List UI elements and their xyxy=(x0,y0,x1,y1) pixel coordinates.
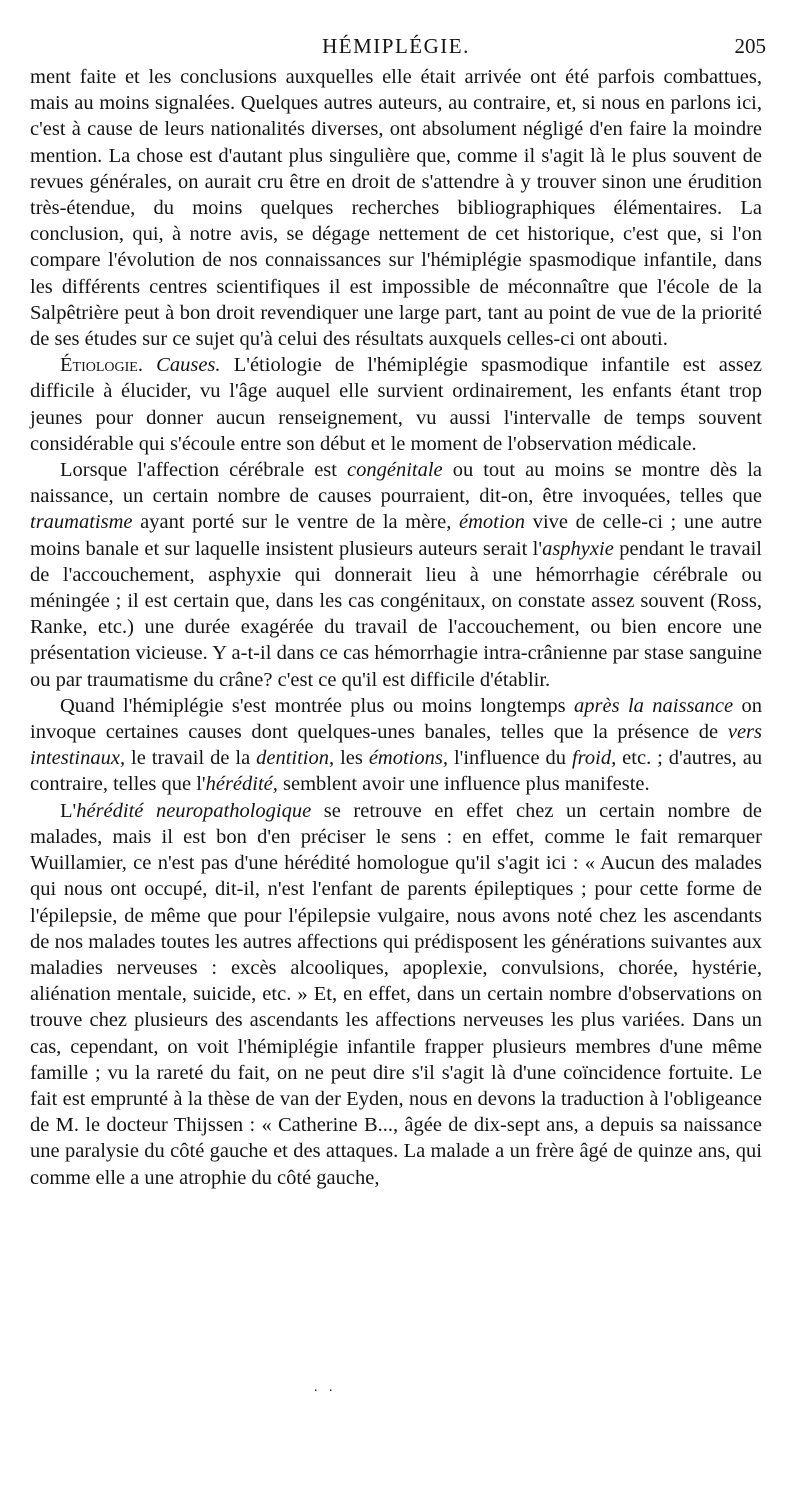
paragraph-text: ayant porté sur le ventre de la mère, xyxy=(140,511,452,534)
paragraph-text: on invoque certaines causes dont quelques-unes banales, telles que la présence de xyxy=(30,694,763,744)
page-number: 205 xyxy=(734,34,766,58)
emphasis-text: congénitale xyxy=(347,459,443,482)
paragraph-text: L' xyxy=(60,799,77,822)
book-page xyxy=(30,26,766,1191)
paragraph-text: vive de celle-ci ; une autre moins banale et sur laquelle insistent plusieurs auteurs serait l' xyxy=(30,511,763,560)
paragraph-text: le travail de la xyxy=(131,747,251,770)
subheading-causes: Causes. xyxy=(156,354,221,377)
paragraph-text: L'étiologie de l'hémiplégie spasmodique infantile est assez difficile à élucider, vu l'âge auquel elle survient ordinairement, les enfants étant trop jeunes pour donner aucun renseignement, vu aussi l'intervalle de temps souvent considérable qui s'écoule entre son début et le moment de l'observation médicale. xyxy=(30,354,763,455)
paragraph-causes-congenitales xyxy=(30,457,762,693)
paragraph-historique-conclusion: ment faite et les conclusions auxquelles elle était arrivée ont été parfois combattues, mais au moins signalées. Quelques autres auteurs, au contraire, et, si nous en parlons ici, c'est à cause de leurs nationalités diverses, ont absolument négligé d'en faire la moindre mention. La chose est d'autant plus singulière que, comme il s'agit là le plus souvent de revues générales, on aurait cru être en droit de s'attendre à y trouver sinon une érudition très-étendue, du moins quelques recherches bibliographiques élémentaires. La conclusion, qui, à notre avis, se dégage nettement de cet historique, c'est que, si l'on compare l'évolution de nos connaissances sur l'hémiplégie spasmodique infantile, dans les différents centres scientifiques il est impossible de méconnaître que l'école de la Salpêtrière peut à bon droit revendiquer une large part, tant au point de vue de la priorité de ses études sur ce sujet qu'à celui des résultats auxquels celles-ci ont abouti. xyxy=(30,66,762,351)
running-title: HÉMIPLÉGIE. xyxy=(322,34,470,58)
emphasis-text: vers intestinaux, xyxy=(30,721,762,770)
emphasis-text: après la naissance xyxy=(574,694,734,717)
paragraph-text: l'influence du xyxy=(453,747,567,770)
paragraph-text: ou tout au moins se montre dès la naissance, un certain nombre de causes pourraient, dit-on, être invoquées, telles que xyxy=(30,459,763,508)
emphasis-text: froid, xyxy=(571,747,617,770)
page-header xyxy=(30,26,766,64)
paragraph-etiologie xyxy=(30,352,762,457)
paragraph-text: les xyxy=(340,747,363,770)
footer-dots: . . xyxy=(314,1380,337,1395)
paragraph-causes-apres-naissance xyxy=(30,693,762,798)
paragraph-text: Lorsque l'affection cérébrale est xyxy=(60,459,337,482)
emphasis-text: dentition, xyxy=(256,747,335,770)
paragraph-text: etc. ; d'autres, au contraire, telles que l' xyxy=(30,747,763,796)
paragraph-text: se retrouve en effet chez un certain nombre de malades, mais il est bon d'en préciser le sens : en effet, comme le fait remarquer Wuillamier, ce n'est pas d'une hérédité homologue qu'il s'agit ici : « Aucun des malades qui nous ont occupé, dit-il, n'est l'enfant de parents épileptiques ; pour cette forme de l'épilepsie, de même que pour l'épilepsie vulgaire, nous avons noté chez les ascendants de nos malades toutes les autres affections qui prédisposent les générations suivantes aux maladies nerveuses : excès alcooliques, apoplexie, convulsions, chorée, hystérie, aliénation mentale, suicide, etc. » Et, en effet, dans un certain nombre d'observations on trouve chez plusieurs des ascendants les affections nerveuses les plus variées. Dans un cas, cependant, on voit l'hémiplégie infantile frapper plusieurs membres d'une même famille ; vu la rareté du fait, on ne peut dire s'il s'agit là d'une coïncidence fortuite. Le fait est emprunté à la thèse de van der Eyden, nous en devons la traduction à l'obligeance de M. le docteur Thijssen : « Catherine B..., âgée de dix-sept ans, a depuis sa naissance une paralysie du côté gauche et des attaques. La malade a un frère âgé de quinze ans, qui comme elle a une atrophie du côté gauche, xyxy=(30,799,762,1189)
emphasis-text: traumatisme xyxy=(30,511,133,534)
paragraph-heredite xyxy=(30,798,762,1191)
emphasis-text: émotion xyxy=(459,511,526,534)
paragraph-text: Quand l'hémiplégie s'est montrée plus ou moins longtemps xyxy=(60,694,566,717)
paragraph-text: pendant le travail de l'accouchement, asphyxie qui donnerait lieu à une hémorrhagie cérébrale ou méningée ; il est certain que, dans les cas congénitaux, on constate assez souvent (Ross, Ranke, etc.) une durée exagérée du travail de l'accouchement, ou bien encore une présentation vicieuse. Y a-t-il dans ce cas hémorrhagie intra-crânienne par stase sanguine ou par traumatisme du crâne? c'est ce qu'il est difficile d'établir. xyxy=(30,537,763,691)
emphasis-text: émotions, xyxy=(368,747,448,770)
paragraph-text: semblent avoir une influence plus manifeste. xyxy=(283,773,650,796)
section-heading-etiologie: Étiologie. xyxy=(60,354,143,377)
emphasis-text: hérédité neuropathologique xyxy=(76,799,312,822)
emphasis-text: asphyxie xyxy=(542,537,614,560)
emphasis-text: hérédité, xyxy=(205,773,278,796)
